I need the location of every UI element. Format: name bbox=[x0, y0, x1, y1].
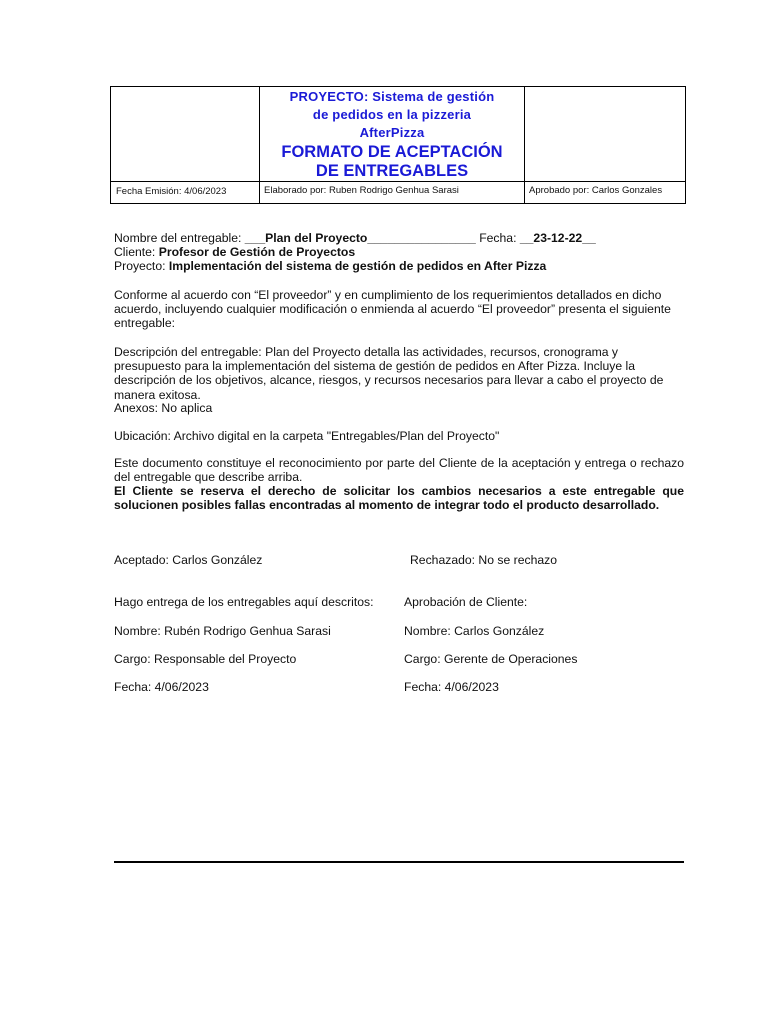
right-fecha: Fecha: 4/06/2023 bbox=[404, 680, 499, 694]
deliverable-info bbox=[114, 231, 684, 274]
entrega-heading: Hago entrega de los entregables aquí descritos: bbox=[114, 595, 374, 609]
proyecto-line: Proyecto: Implementación del sistema de gestión de pedidos en After Pizza bbox=[114, 259, 547, 274]
rechazado-text: Rechazado: No se rechazo bbox=[410, 553, 558, 567]
header-table bbox=[110, 86, 686, 204]
title-cell bbox=[260, 87, 525, 182]
aprobado-por: Aprobado por: Carlos Gonzales bbox=[525, 182, 686, 204]
left-cargo: Cargo: Responsable del Proyecto bbox=[114, 652, 297, 666]
blank-cell bbox=[525, 87, 686, 182]
elaborado-por: Elaborado por: Ruben Rodrigo Genhua Sarasi bbox=[260, 182, 525, 204]
right-cargo: Cargo: Gerente de Operaciones bbox=[404, 652, 578, 666]
proyecto-value: Implementación del sistema de gestión de pedidos en After Pizza bbox=[168, 259, 547, 274]
constituye-paragraph: Este documento constituye el reconocimiento por parte del Cliente de la aceptación y entrega o rechazo del entregable que describe arriba. bbox=[114, 456, 684, 485]
format-title: FORMATO DE ACEPTACIÓN DE ENTREGABLES bbox=[281, 143, 503, 180]
anexos-line: Anexos: No aplica bbox=[114, 401, 213, 415]
bottom-rule bbox=[114, 861, 684, 863]
left-nombre: Nombre: Rubén Rodrigo Genhua Sarasi bbox=[114, 624, 331, 638]
reserva-paragraph: El Cliente se reserva el derecho de solicitar los cambios necesarios a este entregable que solucionen posibles fallas encontradas al momento de integrar todo el producto desarrollado. bbox=[114, 484, 684, 513]
right-nombre: Nombre: Carlos González bbox=[404, 624, 545, 638]
nombre-value: ___Plan del Proyecto________________ bbox=[244, 231, 476, 245]
cliente-value: Profesor de Gestión de Proyectos bbox=[158, 245, 356, 260]
aprobacion-heading: Aprobación de Cliente: bbox=[404, 595, 528, 609]
aceptado-text: Aceptado: Carlos González bbox=[114, 553, 263, 567]
project-title: PROYECTO: Sistema de gestión de pedidos en la pizzeria AfterPizza bbox=[289, 89, 495, 140]
ubicacion-line: Ubicación: Archivo digital en la carpeta "Entregables/Plan del Proyecto" bbox=[114, 429, 500, 443]
fecha-value: __23-12-22__ bbox=[519, 231, 596, 245]
cliente-line: Cliente: Profesor de Gestión de Proyectos bbox=[114, 245, 356, 260]
logo-cell bbox=[111, 87, 260, 182]
fecha-emision: Fecha Emisión: 4/06/2023 bbox=[111, 182, 260, 204]
descripcion-paragraph: Descripción del entregable: Plan del Proyecto detalla las actividades, recursos, cronograma y presupuesto para la implementación del sistema de gestión de pedidos en After Pizza. Incluye la descripción de los objetivos, alcance, riesgos, y recursos necesarios para llevar a cabo el proyecto de manera exitosa. bbox=[114, 345, 664, 402]
nombre-line: Nombre del entregable: ___Plan del Proyecto________________ Fecha: __23-12-22__ bbox=[114, 231, 596, 245]
left-fecha: Fecha: 4/06/2023 bbox=[114, 680, 209, 694]
conforme-paragraph: Conforme al acuerdo con “El proveedor” y en cumplimiento de los requerimientos detallados en dicho acuerdo, incluyendo cualquier modificación o enmienda al acuerdo “El proveedor” presenta el siguiente entregable: bbox=[114, 288, 671, 331]
